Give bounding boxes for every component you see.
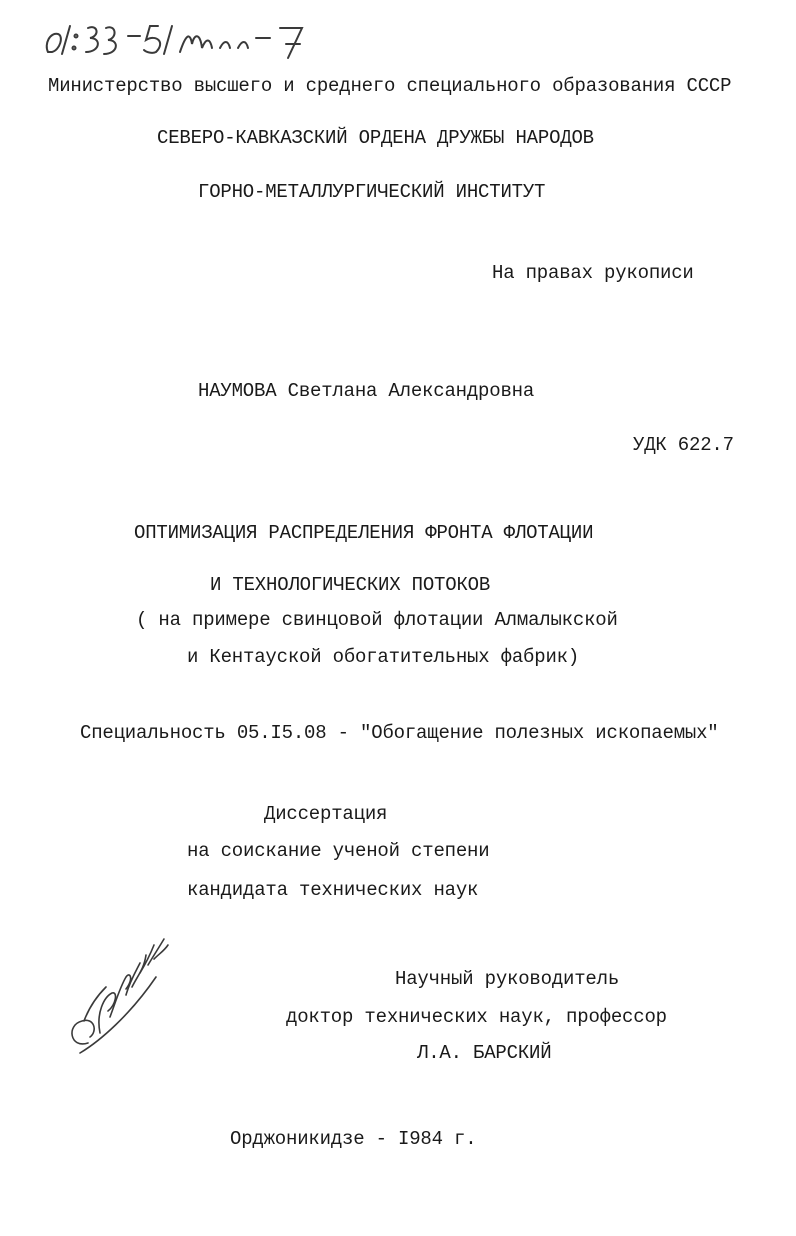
institute-line-1: СЕВЕРО-КАВКАЗСКИЙ ОРДЕНА ДРУЖБЫ НАРОДОВ bbox=[157, 127, 594, 149]
title-line-3: ( на примере свинцовой флотации Алмалыкской bbox=[136, 609, 618, 631]
author-name: НАУМОВА Светлана Александровна bbox=[198, 380, 535, 402]
supervisor-role: Научный руководитель bbox=[395, 968, 620, 990]
supervisor-name: Л.А. БАРСКИЙ bbox=[417, 1042, 552, 1064]
title-line-1: ОПТИМИЗАЦИЯ РАСПРЕДЕЛЕНИЯ ФРОНТА ФЛОТАЦИИ bbox=[134, 522, 594, 544]
title-line-2: И ТЕХНОЛОГИЧЕСКИХ ПОТОКОВ bbox=[210, 574, 491, 596]
signature bbox=[60, 925, 180, 1065]
dissertation-line-1: Диссертация bbox=[264, 803, 388, 825]
city-year-footer: Орджоникидзе - I984 г. bbox=[230, 1128, 477, 1150]
manuscript-note: На правах рукописи bbox=[492, 262, 694, 284]
udk-code: УДК 622.7 bbox=[633, 434, 734, 456]
supervisor-degree: доктор технических наук, профессор bbox=[286, 1006, 667, 1028]
title-line-4: и Кентауской обогатительных фабрик) bbox=[187, 646, 580, 668]
institute-line-2: ГОРНО-МЕТАЛЛУРГИЧЕСКИЙ ИНСТИТУТ bbox=[198, 181, 546, 203]
ministry-line: Министерство высшего и среднего специального образования СССР bbox=[48, 75, 732, 97]
handwritten-archive-number bbox=[40, 14, 320, 62]
dissertation-line-2: на соискание ученой степени bbox=[187, 840, 490, 862]
specialty-line: Специальность 05.I5.08 - "Обогащение полезных ископаемых" bbox=[80, 722, 719, 744]
dissertation-line-3: кандидата технических наук bbox=[187, 879, 479, 901]
